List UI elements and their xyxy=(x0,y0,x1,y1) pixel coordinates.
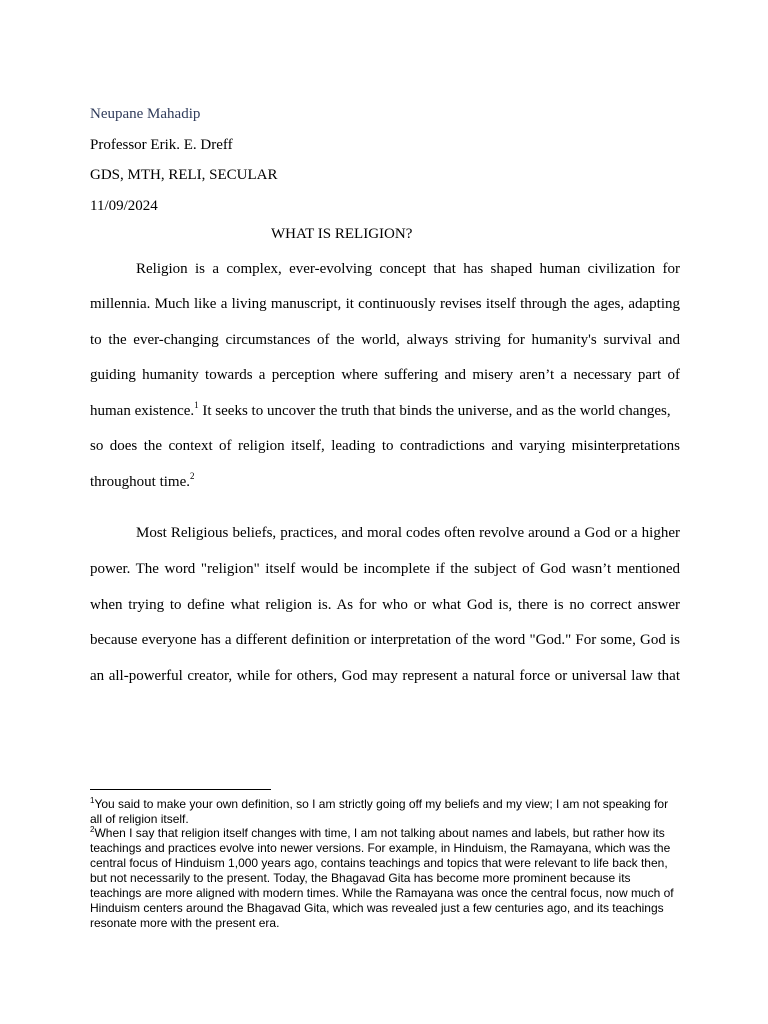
paragraph-line-with-footnote xyxy=(90,402,680,420)
paragraph-text: It seeks to uncover the truth that binds the universe, and as the world changes, xyxy=(198,403,671,419)
professor-name: Professor Erik. E. Dreff xyxy=(90,137,233,153)
footnote-text: When I say that religion itself changes with time, I am not talking about names and labels, but rather how its teachings and practices evolve into newer versions. For example, in Hinduism, the Ramayana, which was the central focus of Hinduism 1,000 years ago, contains teachings and topics that were relevant to life back then, but not necessarily to the present. Today, the Bhagavad Gita has become more prominent because its teachings are more aligned with modern times. While the Ramayana was once the central focus, now much of Hinduism centers around the Bhagavad Gita, which was revealed just a few centuries ago, and its teachings resonate more with the present era. xyxy=(90,826,674,930)
essay-title: WHAT IS RELIGION? xyxy=(271,226,413,242)
footnote-1 xyxy=(90,797,680,827)
paragraph-line: millennia. Much like a living manuscript, it continuously revises itself through the ages, adapting xyxy=(90,296,680,312)
footnote-number: 1 xyxy=(90,796,95,805)
footnote-number: 2 xyxy=(90,825,95,834)
paragraph-line: an all-powerful creator, while for others, God may represent a natural force or universal law that xyxy=(90,668,680,684)
footnote-reference[interactable]: 2 xyxy=(190,471,195,481)
paragraph-line: Religion is a complex, ever-evolving concept that has shaped human civilization for xyxy=(136,261,680,277)
paragraph-line: to the ever-changing circumstances of the world, always striving for humanity's survival and xyxy=(90,332,680,348)
paragraph-line: because everyone has a different definition or interpretation of the word "God." For some, God is xyxy=(90,632,680,648)
author-name: Neupane Mahadip xyxy=(90,106,201,122)
footnote-2 xyxy=(90,826,680,931)
paragraph-line: power. The word "religion" itself would be incomplete if the subject of God wasn’t mentioned xyxy=(90,561,680,577)
course-name: GDS, MTH, RELI, SECULAR xyxy=(90,167,278,183)
date: 11/09/2024 xyxy=(90,198,158,214)
paragraph-line: so does the context of religion itself, leading to contradictions and varying misinterpretations xyxy=(90,438,680,454)
paragraph-text: human existence. xyxy=(90,403,195,419)
paragraph-line-with-footnote xyxy=(90,473,680,491)
footnote-text: You said to make your own definition, so I am strictly going off my beliefs and my view; I am not speaking for all of religion itself. xyxy=(90,797,669,826)
paragraph-line: guiding humanity towards a perception where suffering and misery aren’t a necessary part of xyxy=(90,367,680,383)
paragraph-line: Most Religious beliefs, practices, and moral codes often revolve around a God or a higher xyxy=(136,525,680,541)
footnote-reference[interactable]: 1 xyxy=(194,400,199,410)
footnote-separator xyxy=(90,789,271,790)
paragraph-text: throughout time. xyxy=(90,474,190,490)
paragraph-line: when trying to define what religion is. As for who or what God is, there is no correct answer xyxy=(90,597,680,613)
